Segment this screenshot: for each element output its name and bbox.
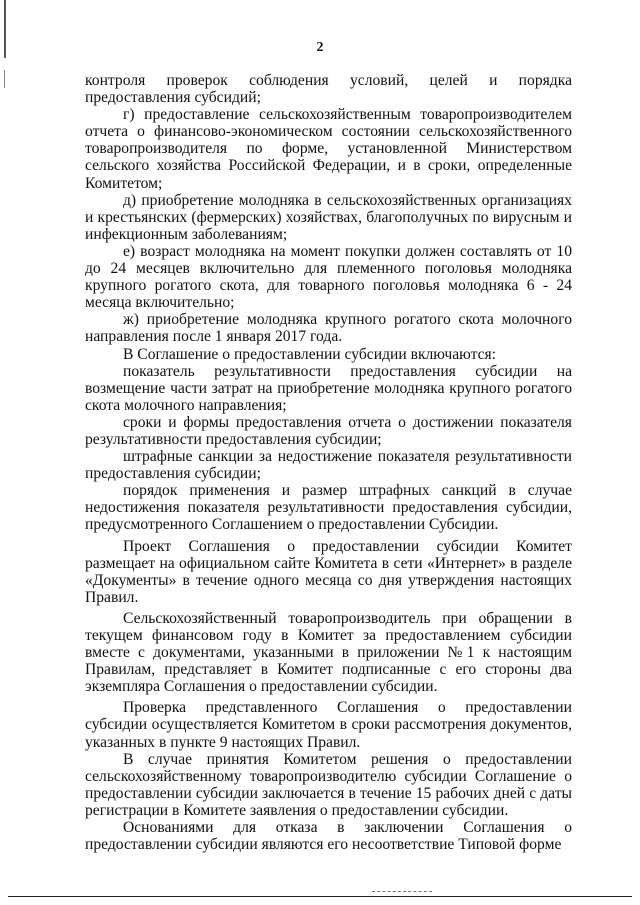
paragraph-indicator: показатель результативности предоставления субсидии на возмещение части затрат на приобретение молодняка крупного рогатого скота молочного направления; — [85, 362, 572, 414]
paragraph-agreement-includes: В Соглашение о предоставлении субсидии включаются: — [123, 345, 497, 363]
paragraph-item-d: д) приобретение молодняка в сельскохозяйственных организациях и крестьянских (фермерских) хозяйствах, благополучных по вирусным и инфекционным заболеваниям; — [85, 191, 572, 243]
paragraph-penalty-procedure: порядок применения и размер штрафных санкций в случае недостижения показателя результативности предоставления субсидии, предусмотренного Соглашением о предоставлении Субсидии. — [85, 482, 572, 534]
paragraph-verification: Проверка представленного Соглашения о предоставлении субсидии осуществляется Комитетом в сроки рассмотрения документов, указанных в пункте 9 настоящих Правил. — [85, 699, 572, 751]
paragraph-item-zh: ж) приобретение молодняка крупного рогатого скота молочного направления после 1 января 2017 года. — [85, 311, 572, 346]
paragraph-continuation: контроля проверок соблюдения условий, целей и порядка предоставления субсидий; — [85, 72, 572, 107]
paragraph-producer-submits: Сельскохозяйственный товаропроизводитель при обращении в текущем финансовом году в Комитет за предоставлением субсидии вместе с документами, указанными в приложении №1 к настоящим Правилам, представляет в Комитет подписанные с его стороны два экземпляра Соглашения о предоставлении субсидии. — [85, 609, 572, 696]
scan-footer-line — [8, 896, 632, 897]
paragraph-item-e: е) возраст молодняка на момент покупки должен составлять от 10 до 24 месяцев включительно для племенного поголовья молодняка крупного рогатого скота, для товарного поголовья молодняка 6 - 24 месяца включительно; — [85, 242, 572, 312]
scan-edge-mark — [4, 70, 5, 88]
paragraph-decision: В случае принятия Комитетом решения о предоставлении сельскохозяйственному товаропроизводителю субсидии Соглашение о предоставлении субсидии заключается в течение 15 рабочих дней с даты регистрации в Комитете заявления о предоставлении субсидии. — [85, 750, 572, 819]
paragraph-penalties: штрафные санкции за недостижение показателя результативности предоставления субсидии; — [85, 448, 572, 483]
paragraph-report-terms: сроки и формы предоставления отчета о достижении показателя результативности предоставления субсидии; — [85, 413, 572, 448]
document-body — [85, 72, 572, 853]
paragraph-refusal-grounds: Основаниями для отказа в заключении Соглашения о предоставлении субсидии являются его несоответствие Типовой форме — [85, 819, 572, 854]
scan-footer-mark — [372, 891, 432, 893]
paragraph-item-g: г) предоставление сельскохозяйственным товаропроизводителем отчета о финансово-экономическом состоянии сельскохозяйственного товаропроизводителя по форме, установленной Министерством сельского хозяйства Российской Федерации, и в сроки, определенные Комитетом; — [85, 106, 572, 192]
paragraph-draft-agreement: Проект Соглашения о предоставлении субсидии Комитет размещает на официальном сайте Комитета в сети «Интернет» в разделе «Документы» в течение одного месяца со дня утверждения настоящих Правил. — [85, 537, 572, 606]
page-number: 2 — [316, 40, 324, 55]
